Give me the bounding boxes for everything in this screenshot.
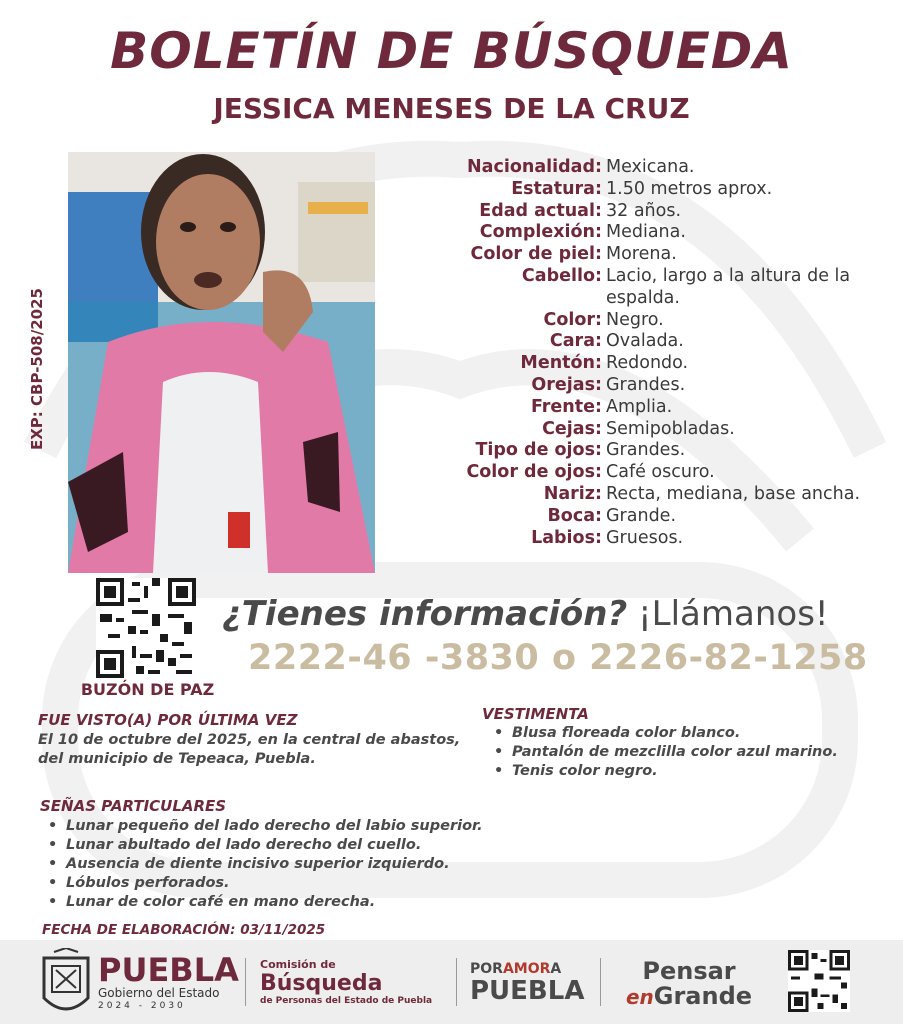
attr-value: Gruesos.: [606, 527, 684, 548]
attr-value: Mediana.: [606, 222, 686, 243]
marks-heading: SEÑAS PARTICULARES: [40, 797, 227, 815]
clothing-heading: VESTIMENTA: [482, 705, 589, 723]
attr-row: [420, 419, 890, 441]
last-seen-line2: del municipio de Tepeaca, Puebla.: [38, 751, 316, 767]
attr-label: Estatura:: [511, 178, 602, 199]
attr-label: Color de ojos:: [466, 462, 602, 483]
gobierno-text: Gobierno del Estado: [98, 986, 220, 1000]
attr-row: [420, 528, 890, 550]
list-item: • Lunar de color café en mano derecha.: [48, 893, 483, 912]
pensar-en-grande-logo: [614, 958, 764, 1009]
attr-row: [420, 506, 890, 528]
elaboration-date: FECHA DE ELABORACIÓN: 03/11/2025: [42, 922, 326, 938]
missing-person-photo: [68, 152, 375, 573]
attr-label: Mentón:: [520, 353, 602, 374]
list-item: • Lóbulos perforados.: [48, 874, 483, 893]
call-text: ¡Llámanos!: [638, 594, 829, 634]
attr-label: Boca:: [547, 505, 602, 526]
por-text: POR: [470, 961, 503, 977]
attr-label: Cabello:: [521, 265, 602, 286]
coat-of-arms-icon: [40, 948, 92, 1022]
attr-label: Nariz:: [543, 483, 602, 504]
attr-row: [420, 222, 890, 244]
attr-row: [420, 462, 890, 484]
attr-value: 32 años.: [606, 200, 682, 221]
attr-row: [420, 310, 890, 332]
file-number: EXP: CBP-508/2025: [28, 288, 46, 450]
last-seen-line1: El 10 de octubre del 2025, en la central de abastos,: [38, 732, 461, 748]
list-item: • Pantalón de mezclilla color azul marino.: [494, 743, 838, 762]
a-text: A: [550, 961, 562, 977]
amor-text: AMOR: [502, 961, 551, 977]
marks-list: [48, 817, 483, 912]
bulletin-title: BOLETÍN DE BÚSQUEDA: [110, 22, 793, 80]
attr-value: Negro.: [606, 309, 664, 330]
divider: [456, 958, 457, 1006]
attr-row: [420, 244, 890, 266]
physical-description: [420, 157, 890, 549]
attr-label: Nacionalidad:: [467, 157, 602, 177]
divider: [245, 958, 246, 1006]
attr-label: Labios:: [531, 527, 602, 548]
years-text: 2024 - 2030: [98, 1001, 186, 1011]
comision-top: Comisión de: [260, 958, 336, 971]
attr-value: Lacio, largo a la altura de la espalda.: [606, 265, 851, 308]
attr-label: Frente:: [530, 396, 602, 417]
por-amor-a-puebla-logo: [470, 960, 590, 1004]
attr-value: Redondo.: [606, 353, 689, 374]
attr-value: Grandes.: [606, 374, 686, 395]
attr-row: [420, 440, 890, 462]
attr-row: [420, 179, 890, 201]
attr-row: [420, 331, 890, 353]
person-name: JESSICA MENESES DE LA CRUZ: [213, 92, 690, 125]
qr-code-small-icon[interactable]: [788, 950, 850, 1012]
attr-label: Tipo de ojos:: [475, 440, 602, 461]
attr-label: Color de piel:: [470, 244, 602, 265]
list-item: • Ausencia de diente incisivo superior izquierdo.: [48, 855, 483, 874]
pensar-text: Pensar: [642, 957, 736, 985]
qr-code-icon[interactable]: [96, 578, 196, 678]
list-item: • Lunar abultado del lado derecho del cuello.: [48, 836, 483, 855]
list-item: • Lunar pequeño del lado derecho del labio superior.: [48, 817, 483, 836]
attr-label: Complexión:: [479, 222, 602, 243]
list-item: • Tenis color negro.: [494, 762, 838, 781]
clothing-list: [494, 724, 838, 781]
buzon-de-paz-label: BUZÓN DE PAZ: [80, 680, 215, 699]
question-text: ¿Tienes información?: [222, 594, 628, 634]
phone-numbers[interactable]: 2222-46 -3830 o 2226-82-1258: [248, 638, 868, 678]
contact-question: [222, 594, 882, 634]
attr-row: [420, 157, 890, 179]
attr-label: Orejas:: [531, 374, 602, 395]
attr-value: Mexicana.: [606, 157, 695, 177]
attr-row: [420, 201, 890, 223]
attr-value: Grandes.: [606, 440, 686, 461]
divider: [600, 958, 601, 1006]
en-text: en: [625, 985, 654, 1009]
attr-label: Color:: [543, 309, 602, 330]
attr-value: Ovalada.: [606, 331, 684, 352]
attr-value: 1.50 metros aprox.: [606, 178, 773, 199]
attr-value: Amplia.: [606, 396, 673, 417]
attr-value: Grande.: [606, 505, 677, 526]
attr-row: [420, 484, 890, 506]
footer-logos: [0, 940, 903, 1024]
puebla-text: PUEBLA: [470, 976, 585, 1006]
attr-row: [420, 266, 890, 310]
attr-label: Edad actual:: [479, 200, 602, 221]
attr-value: Semipobladas.: [606, 418, 735, 439]
list-item: • Blusa floreada color blanco.: [494, 724, 838, 743]
attr-value: Café oscuro.: [606, 462, 715, 483]
comision-sub: de Personas del Estado de Puebla: [260, 996, 433, 1006]
attr-value: Morena.: [606, 244, 677, 265]
attr-row: [420, 397, 890, 419]
attr-label: Cara:: [549, 331, 602, 352]
grande-text: Grande: [653, 982, 753, 1010]
attr-row: [420, 353, 890, 375]
comision-busqueda-logo: [260, 958, 450, 1006]
attr-label: Cejas:: [542, 418, 602, 439]
comision-main: Búsqueda: [260, 971, 383, 996]
last-seen-heading: FUE VISTO(A) POR ÚLTIMA VEZ: [38, 711, 298, 729]
puebla-wordmark: PUEBLA: [98, 951, 239, 989]
en-grande-text: [614, 984, 764, 1009]
puebla-government-logo: [98, 951, 239, 1012]
attr-value: Recta, mediana, base ancha.: [606, 483, 861, 504]
attr-row: [420, 375, 890, 397]
